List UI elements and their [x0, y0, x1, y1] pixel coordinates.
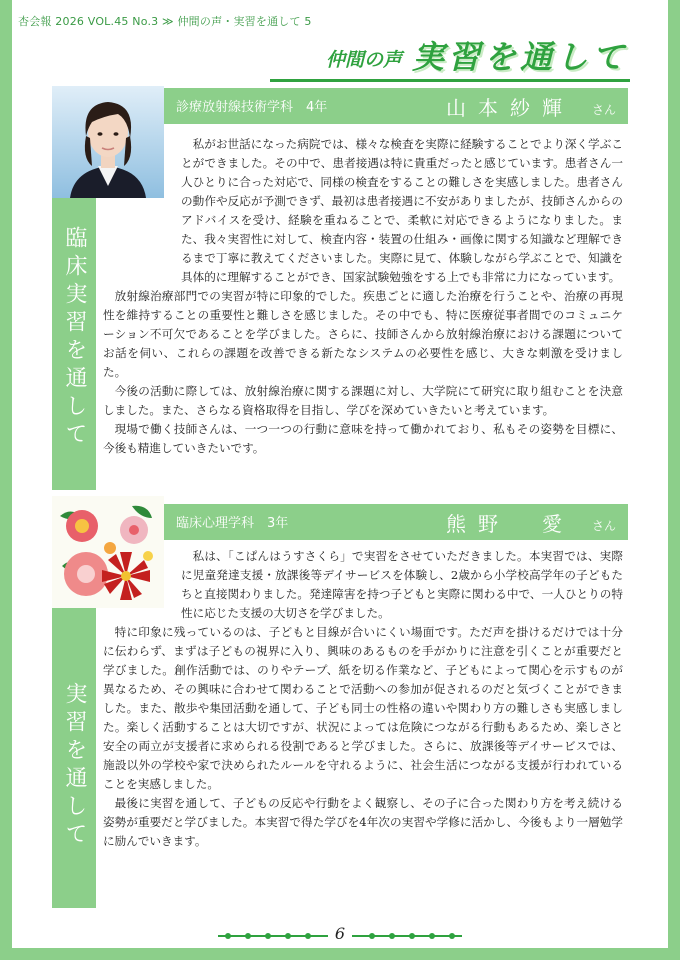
frame-top-gap [12, 0, 668, 10]
name-bar-section2 [164, 504, 628, 540]
paragraph: 私がお世話になった病院では、様々な検査を実際に経験することでより深く学ぶことができました。その中で、患者接遇は特に貴重だったと感じています。患者さん一人ひとりに合った対応で、同様の検査をすることの難しさを実感しました。患者さんの動作や反応が予測できず、最初は患者接遇に不安がありましたが、技師さんからのアドバイスを受け、経験を重ねることで、柔軟に対応できるようになりました。また、我々実習性に対して、検査内容・装置の仕組み・画像に関する知識など理解できるまで丁寧に教えてくださいました。実際に見て、体験しながら学ぶことで、知識を具体的に理解することができ、国家試験勉強をする上でも非常に力になっています。 [181, 137, 623, 284]
department: 診療放射線技術学科 4年 [176, 100, 328, 115]
sidebar-label: 臨床実習を通して [62, 226, 87, 450]
masthead [326, 32, 628, 78]
sidebar-section2 [52, 608, 96, 908]
department: 臨床心理学科 3年 [176, 516, 289, 531]
honorific: さん [592, 519, 617, 533]
sidebar-section1 [52, 198, 96, 490]
sidebar-label: 実習を通して [62, 682, 87, 850]
student-name: 山本紗輝 [446, 96, 574, 120]
paragraph: 特に印象に残っているのは、子どもと目線が合いにくい場面です。ただ声を掛けるだけでは十分に伝わらず、まずは子どもの視界に入り、興味のあるものを手がかりに注意を引くことが重要だと学びました。創作活動では、のりやテープ、紙を切る作業など、子どもによって関心を示すものが異なるため、その興味に合わせて関わることで活動への参加が促されるのだと気づくことができました。また、散歩や集団活動を通して、子ども同士の性格の違いや関わり方の難しさも実感しました。楽しく活動することは大切ですが、状況によっては危険につながる行動もあるため、楽しさと安全の両立が支援者に求められる役割であると学びました。さらに、放課後等デイサービスでは、施設以外の学校や家で決められたルールを守れるように、社会生活につながる支援が行われていることを実感しました。 [103, 625, 623, 791]
page-number: 6 [334, 924, 346, 943]
article-body-section2 [103, 547, 623, 851]
name-bar-section1 [164, 88, 628, 124]
paragraph: 最後に実習を通して、子どもの反応や行動をよく観察し、その子に合った関わり方を考え続ける姿勢が重要だと学びました。本実習で得た学びを4年次の実習や学修に活かし、今後もより一層勉学に励んでいきます。 [103, 796, 623, 848]
masthead-small: 仲間の声 [325, 49, 402, 71]
paragraph: 放射線治療部門での実習が特に印象的でした。疾患ごとに適した治療を行うことや、治療の再現性を維持することの重要性と難しさを感じました。その中でも、特に医療従事者間でのコミュニケーション不可欠であることを学びました。さらに、技師さんから放射線治療における課題についてお話を伺い、これらの課題を改善できる新たなシステムの必要性を感じ、大きな刺激を受けました。 [103, 289, 623, 379]
article-body-section1 [103, 135, 623, 458]
honorific: さん [592, 103, 617, 117]
running-head: 杏会報 2026 VOL.45 No.3 ≫ 仲間の声・実習を通して 5 [18, 15, 312, 28]
paragraph: 現場で働く技師さんは、一つ一つの行動に意味を持って働かれており、私もその姿勢を目標に、今後も精進していきたいです。 [103, 422, 623, 455]
paragraph: 私は、「こぱんはうすさくら」で実習をさせていただきました。本実習では、実際に児童発達支援・放課後等デイサービスを体験し、2歳から小学校高学年の子どもたちと直接関わりました。発達障害を持つ子どもと実際に関わる中で、一人ひとりの特性に応じた支援の大切さを学びました。 [181, 549, 623, 620]
paragraph: 今後の活動に際しては、放射線治療に関する課題に対し、大学院にて研究に取り組むことを決意しました。また、さらなる資格取得を目指し、学びを深めていきたいと考えています。 [103, 384, 623, 417]
masthead-big: 実習を通して [411, 38, 628, 76]
student-name: 熊野 愛 [446, 512, 574, 536]
masthead-underline [270, 79, 630, 82]
